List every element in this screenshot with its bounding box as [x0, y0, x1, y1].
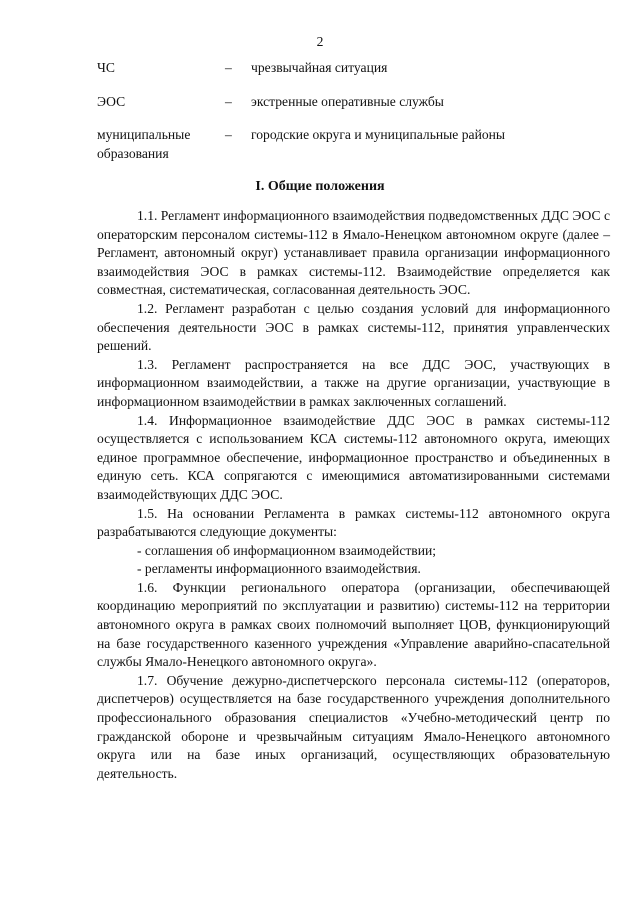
- abbreviation-definition: городские округа и муниципальные районы: [251, 127, 506, 142]
- abbreviation-dash: –: [225, 60, 232, 75]
- abbreviation-definition: чрезвычайная ситуация: [251, 60, 388, 75]
- section-heading: I. Общие положения: [255, 179, 385, 194]
- abbreviation-definition: экстренные оперативные службы: [251, 94, 444, 109]
- page-number: 2: [316, 34, 324, 49]
- abbreviation-dash: –: [225, 94, 232, 109]
- paragraph-1-5: 1.5. На основании Регламента в рамках системы-112 автономного округа разрабатываются следующие документы:: [97, 505, 610, 540]
- abbreviation-row: [97, 93, 617, 112]
- abbreviation-dash: –: [225, 127, 232, 142]
- list-item: - соглашения об информационном взаимодействии;: [137, 542, 437, 558]
- paragraph-1-3: 1.3. Регламент распространяется на все ДДС ЭОС, участвующих в информационном взаимодействии, а также на другие организации, участвующие в информационном взаимодействии в рамках заключенных соглашений.: [97, 356, 610, 409]
- abbreviation-row: [97, 59, 617, 78]
- document-body: [97, 207, 610, 783]
- abbreviation-row: [97, 126, 617, 163]
- abbreviation-term: ЧС: [97, 60, 115, 75]
- paragraph-1-6: 1.6. Функции регионального оператора (организации, обеспечивающей координацию мероприятий по эксплуатации и развитию) системы-112 на территории автономного округа в рамках своих полномочий выполняет ЦОВ, функционирующий на базе государственного казенного учреждения «Управление аварийно-спасательной службы Ямало-Ненецкого автономного округа».: [97, 579, 610, 670]
- list-item: - регламенты информационного взаимодействия.: [137, 561, 421, 577]
- paragraph-1-4: 1.4. Информационное взаимодействие ДДС ЭОС в рамках системы-112 осуществляется с использованием КСА системы-112 автономного округа, имеющих единое программное обеспечение, информационное пространство и объединенных в единую сеть. КСА сопрягаются с имеющимися автоматизированными системами взаимодействующих ДДС ЭОС.: [97, 412, 610, 502]
- abbreviation-term: муниципальные образования: [97, 127, 191, 161]
- paragraph-1-7: 1.7. Обучение дежурно-диспетчерского персонала системы-112 (операторов, диспетчеров) осуществляется на базе государственного учреждения дополнительного профессионального образования специалистов «Учебно-методический центр по гражданской обороне и чрезвычайным ситуациям Ямало-Ненецкого автономного округа или на базе иных организаций, осуществляющих образовательную деятельность.: [97, 672, 610, 781]
- paragraph-1-2: 1.2. Регламент разработан с целью создания условий для информационного обеспечения деятельности ЭОС в рамках системы-112, принятия управленческих решений.: [97, 300, 610, 354]
- abbreviation-term: ЭОС: [97, 94, 126, 109]
- paragraph-1-1: 1.1. Регламент информационного взаимодействия подведомственных ДДС ЭОС с операторским персоналом системы-112 в Ямало-Ненецком автономном округе (далее – Регламент, автономный округ) устанавливает правила организации информационного взаимодействия ЭОС в рамках системы-112. Взаимодействие определяется как совместная, систематическая, согласованная деятельность ЭОС.: [97, 208, 610, 298]
